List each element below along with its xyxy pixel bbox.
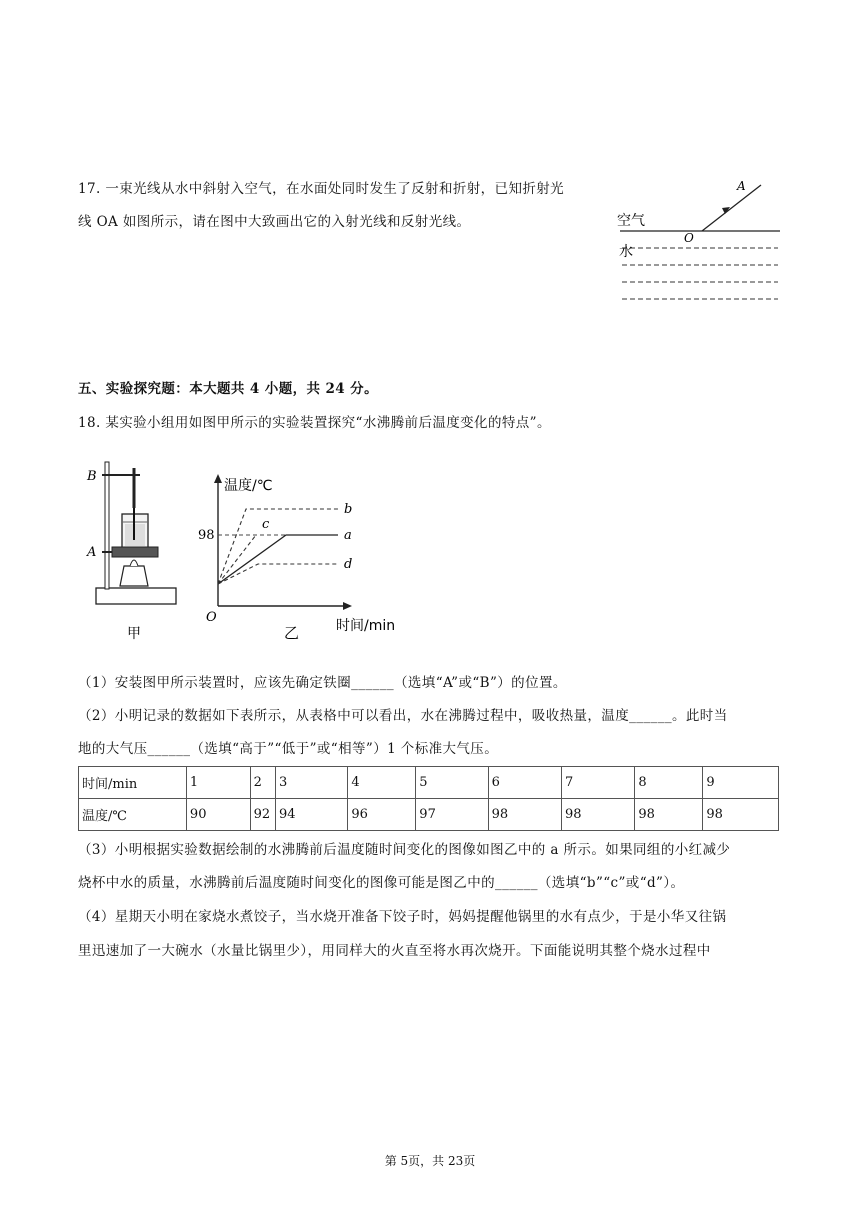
caption-jia: 甲 [127, 626, 141, 642]
curve-label-b: b [344, 502, 353, 517]
table-cell: 98 [488, 799, 561, 831]
table-row-temp [79, 799, 779, 831]
table-cell: 98 [635, 799, 703, 831]
table-cell: 4 [348, 767, 416, 799]
temp-header: 温度/℃ [79, 799, 187, 831]
curve-c [218, 535, 256, 584]
label-a: A [737, 179, 746, 193]
label-air: 空气 [617, 213, 645, 229]
curve-label-a: a [344, 528, 352, 543]
table-cell: 2 [250, 767, 275, 799]
table-cell: 92 [250, 799, 275, 831]
stand-rod [105, 462, 109, 589]
table-cell: 3 [276, 767, 348, 799]
q18-intro: 18. 某实验小组用如图甲所示的实验装置探究“水沸腾前后温度变化的特点”。 [78, 415, 551, 431]
refracted-ray-oa [702, 185, 761, 231]
table-cell: 9 [703, 767, 779, 799]
table-cell: 1 [186, 767, 250, 799]
refraction-figure [612, 170, 784, 310]
curve-b [218, 509, 338, 584]
label-b: B [87, 469, 97, 484]
table-cell: 96 [348, 799, 416, 831]
q18-p3-line2: 烧杯中水的质量，水沸腾前后温度随时间变化的图像可能是图乙中的______（选填“b”“c”或“d”）。 [78, 875, 685, 891]
temperature-time-graph [196, 466, 408, 642]
table-cell: 6 [488, 767, 561, 799]
q18-p4-line1: （4）星期天小明在家烧水煮饺子，当水烧开准备下饺子时，妈妈提醒他锅里的水有点少，于是小华又往锅 [78, 909, 727, 925]
lamp-flame-icon [130, 560, 138, 566]
section-heading: 五、实验探究题：本大题共 4 小题，共 24 分。 [78, 381, 378, 397]
origin-label: O [206, 610, 217, 625]
table-cell: 98 [562, 799, 635, 831]
caption-yi: 乙 [284, 624, 300, 642]
q17-line1: 17. 一束光线从水中斜射入空气，在水面处同时发生了反射和折射，已知折射光 [78, 181, 565, 197]
curve-a [218, 535, 338, 584]
y-axis-arrow-icon [214, 474, 222, 483]
q18-p4-line2: 里迅速加了一大碗水（水量比锅里少），用同样大的火直至将水再次烧开。下面能说明其整个烧水过程中 [78, 943, 711, 959]
q18-p2-line1: （2）小明记录的数据如下表所示，从表格中可以看出，水在沸腾过程中，吸收热量，温度______。此时当 [78, 708, 728, 724]
page-footer: 第 5页，共 23页 [384, 1154, 476, 1168]
table-cell: 94 [276, 799, 348, 831]
curve-d [218, 564, 338, 584]
asbestos-gauze [112, 547, 158, 557]
q18-p1: （1）安装图甲所示装置时，应该先确定铁圈______（选填“A”或“B”）的位置。 [78, 675, 567, 691]
q18-p2-line2: 地的大气压______（选填“高于”“低于”或“相等”）1 个标准大气压。 [78, 741, 499, 757]
curve-label-c: c [262, 517, 270, 532]
label-a-ring: A [87, 545, 97, 560]
table-cell: 5 [416, 767, 488, 799]
stand-base [96, 588, 176, 604]
q17-line2: 线 OA 如图所示，请在图中大致画出它的入射光线和反射光线。 [78, 214, 471, 230]
table-cell: 97 [416, 799, 488, 831]
label-water: 水 [619, 244, 633, 260]
apparatus-figure [84, 458, 190, 644]
label-o: O [684, 231, 694, 245]
time-header: 时间/min [79, 767, 187, 799]
table-cell: 7 [562, 767, 635, 799]
q18-p3-line1: （3）小明根据实验数据绘制的水沸腾前后温度随时间变化的图像如图乙中的 a 所示。如果同组的小红减少 [78, 842, 731, 858]
y-axis-label: 温度/℃ [224, 478, 273, 494]
data-table [78, 766, 779, 831]
tick-98: 98 [198, 528, 215, 543]
table-cell: 8 [635, 767, 703, 799]
table-cell: 90 [186, 799, 250, 831]
alcohol-lamp [120, 566, 148, 586]
table-row-time [79, 767, 779, 799]
x-axis-label: 时间/min [336, 618, 396, 634]
curve-label-d: d [344, 557, 353, 572]
x-axis-arrow-icon [343, 602, 352, 610]
table-cell: 98 [703, 799, 779, 831]
